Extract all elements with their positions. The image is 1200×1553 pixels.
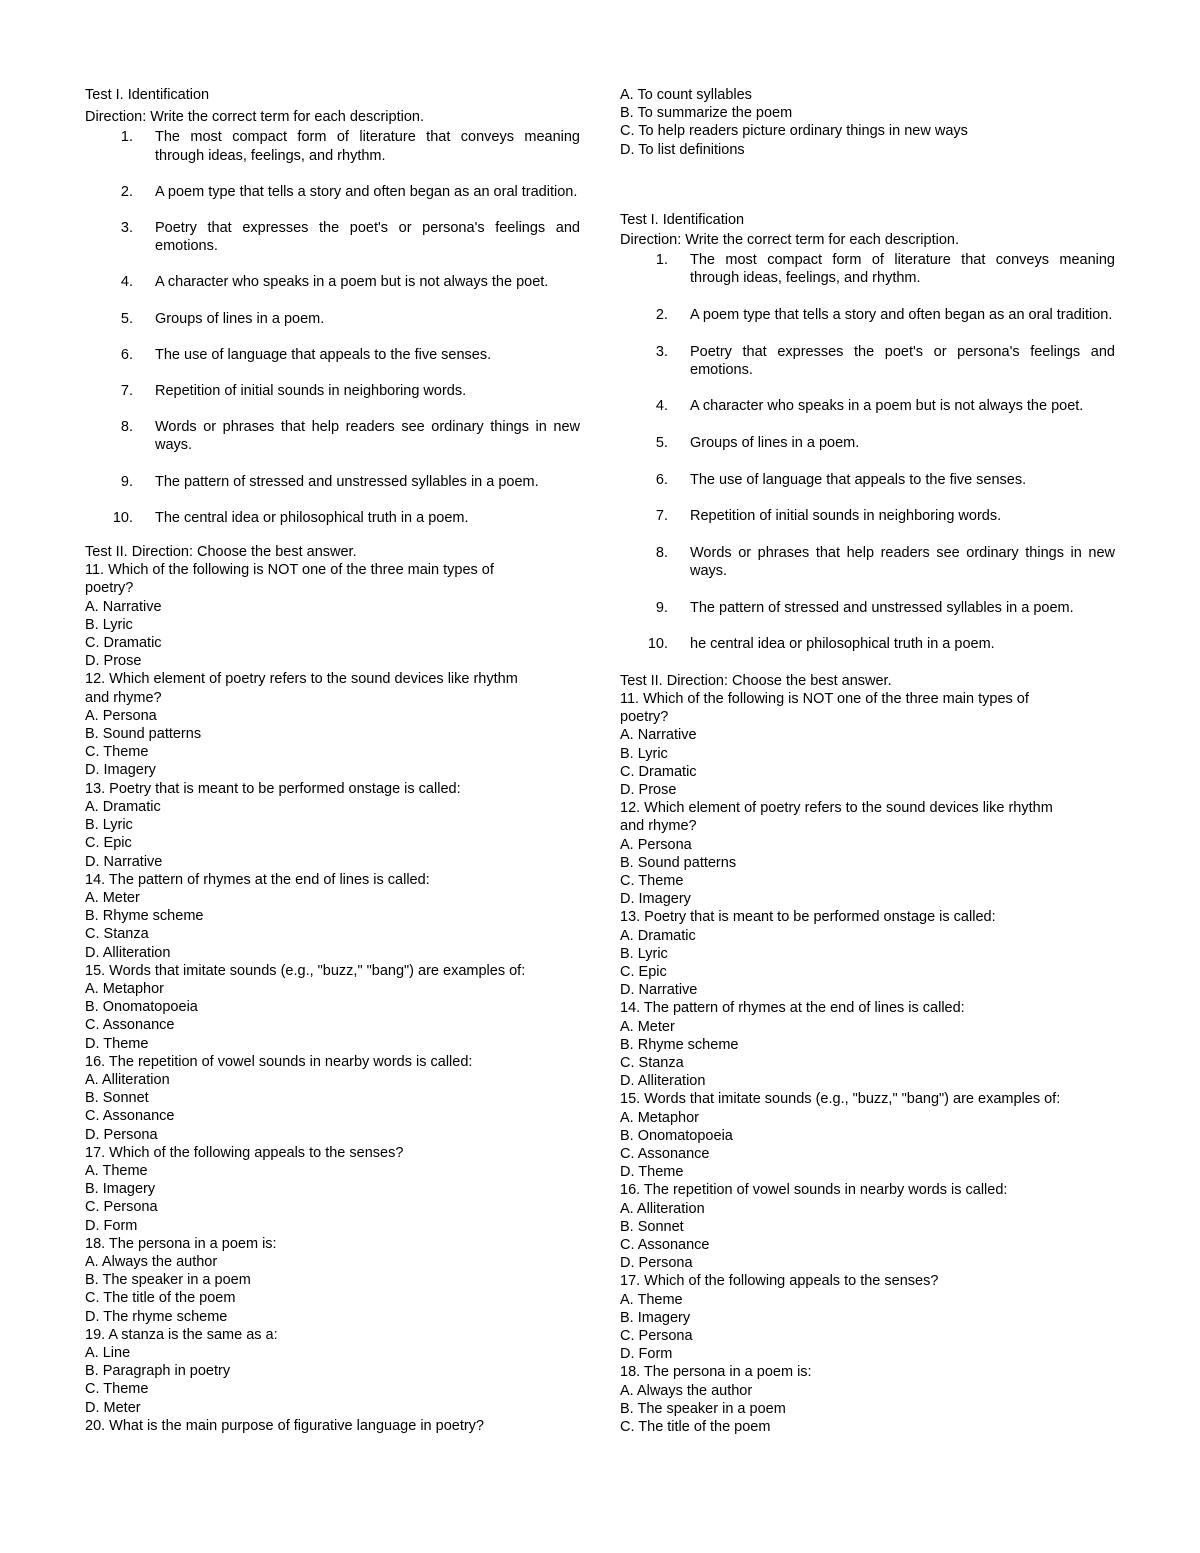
list-item [620,507,1115,525]
item-text: The use of language that appeals to the five senses. [155,346,492,363]
list-item [620,599,1115,617]
item-number: 9. [120,473,133,490]
item-text: Poetry that expresses the poet's or persona's feelings and emotions. [155,220,580,255]
item-number: 1. [655,252,668,269]
item-number: 2. [655,307,668,324]
item-number: 10. [112,509,133,526]
text-line: B. Lyric [85,616,133,633]
text-line: D. Form [620,1346,673,1363]
text-line: C. Epic [620,964,667,981]
item-number: 9. [655,599,668,616]
text-line: poetry? [620,709,669,726]
item-number: 7. [655,508,668,525]
text-line: 17. Which of the following appeals to the senses? [620,1273,939,1290]
text-line: D. Imagery [85,762,156,779]
text-line: 13. Poetry that is meant to be performed onstage is called: [85,780,461,797]
text-line: A. Line [85,1344,131,1361]
text-line: B. Onomatopoeia [620,1127,733,1144]
text-line: D. Persona [620,1255,693,1272]
text-line: C. Epic [85,835,132,852]
text-line: C. Theme [620,873,684,889]
text-line: C. Stanza [620,1055,684,1072]
text-line: A. Dramatic [620,927,696,944]
test1-direction: Direction: Write the correct term for each description. [85,109,424,126]
text-line: A. Metaphor [620,1109,699,1126]
text-line: 16. The repetition of vowel sounds in nearby words is called: [620,1182,1008,1199]
item-text: Words or phrases that help readers see ordinary things in new ways. [690,544,1115,579]
text-line: D. The rhyme scheme [85,1308,228,1325]
test2-section [85,543,580,1435]
text-line: D. Alliteration [85,944,171,961]
text-line: Test II. Direction: Choose the best answer. [620,672,892,689]
text-line: B. Lyric [85,817,133,834]
item-text: A character who speaks in a poem but is not always the poet. [155,274,549,291]
text-line: and rhyme? [85,689,162,706]
text-line: D. Theme [85,1035,149,1052]
test1-title: Test I. Identification [620,211,745,228]
item-text: Groups of lines in a poem. [690,435,860,451]
list-item [85,509,580,527]
text-line: A. Narrative [85,598,162,615]
list-item [85,473,580,491]
item-text: The most compact form of literature that conveys meaning through ideas, feelings, and rhythm. [155,129,580,164]
list-item [85,382,580,400]
text-line: C. Dramatic [620,763,697,780]
text-line: 11. Which of the following is NOT one of the three main types of [85,562,494,579]
left-column [85,86,580,1435]
list-item [85,418,580,454]
test1-direction: Direction: Write the correct term for each description. [620,232,959,249]
text-line: B. Sound patterns [620,854,737,871]
item-number: 8. [120,419,133,436]
list-item [620,434,1115,452]
item-text: Poetry that expresses the poet's or persona's feelings and emotions. [690,343,1115,378]
text-line: D. Narrative [620,982,698,999]
text-line: B. Lyric [620,745,668,762]
text-line: C. Assonance [85,1108,175,1125]
list-item [85,183,580,201]
list-item [85,310,580,328]
text-line: 16. The repetition of vowel sounds in nearby words is called: [85,1053,473,1070]
item-number: 4. [655,398,668,415]
list-item [85,346,580,364]
text-line: poetry? [85,580,134,597]
text-line: and rhyme? [620,818,697,835]
list-item [85,219,580,255]
text-line: B. The speaker in a poem [85,1272,251,1289]
item-number: 2. [120,183,133,200]
item-number: 8. [655,544,668,561]
right-column [620,86,1115,1436]
item-number: 3. [655,343,668,360]
text-line: A. Narrative [620,727,697,744]
item-text: The most compact form of literature that conveys meaning through ideas, feelings, and rhythm. [690,252,1115,287]
text-line: D. Narrative [85,853,163,870]
text-line: A. Always the author [620,1382,753,1399]
text-line: A. Metaphor [85,980,164,997]
list-item [620,306,1115,324]
item-number: 1. [120,129,133,146]
item-number: 7. [120,383,133,400]
text-line: C. Assonance [620,1237,710,1254]
question20-choices [620,86,1115,159]
text-line: B. Rhyme scheme [620,1036,739,1053]
text-line: A. Always the author [85,1253,218,1270]
text-line: D. Form [85,1217,138,1234]
text-line: A. Persona [85,707,157,724]
text-line: 19. A stanza is the same as a: [85,1326,278,1343]
text-line: C. Stanza [85,926,149,943]
text-line: 20. What is the main purpose of figurative language in poetry? [85,1417,484,1434]
text-line: C. Theme [85,744,149,761]
text-line: A. Dramatic [85,798,161,815]
item-text: Repetition of initial sounds in neighboring words. [690,508,1002,525]
item-text: The pattern of stressed and unstressed syllables in a poem. [155,473,539,490]
list-item [620,251,1115,287]
text-line: C. Assonance [85,1017,175,1034]
test1-title: Test I. Identification [85,87,210,103]
item-text: The central idea or philosophical truth in a poem. [155,509,469,526]
text-line: D. Alliteration [620,1073,706,1090]
text-line: B. The speaker in a poem [620,1400,786,1417]
list-item [620,544,1115,580]
list-item [620,397,1115,415]
text-line: B. Lyric [620,945,668,962]
text-line: Test II. Direction: Choose the best answer. [85,544,357,561]
text-line: A. Persona [620,836,692,853]
text-line: 15. Words that imitate sounds (e.g., "buzz," "bang") are examples of: [85,962,526,979]
text-line: B. Sonnet [620,1218,684,1235]
text-line: C. The title of the poem [620,1419,771,1436]
identification-list [620,251,1115,653]
text-line: 11. Which of the following is NOT one of the three main types of [620,690,1029,707]
text-line: B. Paragraph in poetry [85,1363,231,1380]
item-text: Repetition of initial sounds in neighboring words. [155,383,467,400]
text-line: B. Imagery [85,1181,156,1198]
text-line: 14. The pattern of rhymes at the end of lines is called: [620,1000,965,1017]
text-line: 17. Which of the following appeals to the senses? [85,1144,404,1161]
text-line: A. Theme [85,1162,148,1179]
text-line: 12. Which element of poetry refers to the sound devices like rhythm [620,800,1053,817]
text-line: B. Imagery [620,1309,691,1326]
text-line: D. To list definitions [620,141,745,158]
text-line: C. The title of the poem [85,1290,236,1307]
item-text: A character who speaks in a poem but is not always the poet. [690,398,1084,415]
item-number: 5. [655,435,668,451]
text-line: D. Prose [620,781,677,798]
text-line: D. Imagery [620,891,691,908]
text-line: B. Sonnet [85,1090,149,1107]
text-line: 18. The persona in a poem is: [85,1235,277,1252]
text-line: D. Theme [620,1164,684,1181]
list-item [620,635,1115,653]
text-line: B. Sound patterns [85,726,202,743]
text-line: D. Prose [85,653,142,670]
text-line: 13. Poetry that is meant to be performed onstage is called: [620,909,996,926]
item-number: 6. [655,471,668,488]
item-text: Groups of lines in a poem. [155,310,325,327]
text-line: B. Onomatopoeia [85,999,198,1016]
text-line: C. Theme [85,1381,149,1398]
item-number: 3. [120,220,133,237]
text-line: 14. The pattern of rhymes at the end of lines is called: [85,871,430,888]
text-line: D. Meter [85,1399,141,1416]
item-number: 5. [120,310,133,327]
text-line: A. Theme [620,1291,683,1308]
item-number: 4. [120,274,133,291]
item-text: Words or phrases that help readers see ordinary things in new ways. [155,419,580,454]
text-line: A. Meter [85,889,140,906]
text-line: C. To help readers picture ordinary things in new ways [620,123,968,140]
text-line: B. To summarize the poem [620,105,793,122]
text-line: A. Alliteration [85,1071,170,1088]
item-number: 6. [120,346,133,363]
item-text: The use of language that appeals to the five senses. [690,471,1027,488]
item-text: The pattern of stressed and unstressed syllables in a poem. [690,599,1074,616]
text-line: D. Persona [85,1126,158,1143]
test2-section [620,672,1115,1437]
text-line: B. Rhyme scheme [85,908,204,925]
text-line: 18. The persona in a poem is: [620,1364,812,1381]
text-line: C. Assonance [620,1146,710,1163]
text-line: 12. Which element of poetry refers to the sound devices like rhythm [85,671,518,688]
text-line: C. Dramatic [85,635,162,652]
list-item [85,128,580,164]
item-text: A poem type that tells a story and often began as an oral tradition. [155,183,578,200]
text-line: C. Persona [620,1328,693,1345]
list-item [85,273,580,291]
item-number: 10. [647,636,668,653]
list-item [620,343,1115,379]
item-text: A poem type that tells a story and often began as an oral tradition. [690,307,1113,324]
text-line: A. To count syllables [620,87,752,103]
text-line: A. Meter [620,1018,675,1035]
text-line: C. Persona [85,1199,158,1216]
text-line: 15. Words that imitate sounds (e.g., "buzz," "bang") are examples of: [620,1091,1061,1108]
identification-list [85,128,580,527]
text-line: A. Alliteration [620,1200,705,1217]
item-text: he central idea or philosophical truth in a poem. [690,636,995,653]
list-item [620,471,1115,489]
